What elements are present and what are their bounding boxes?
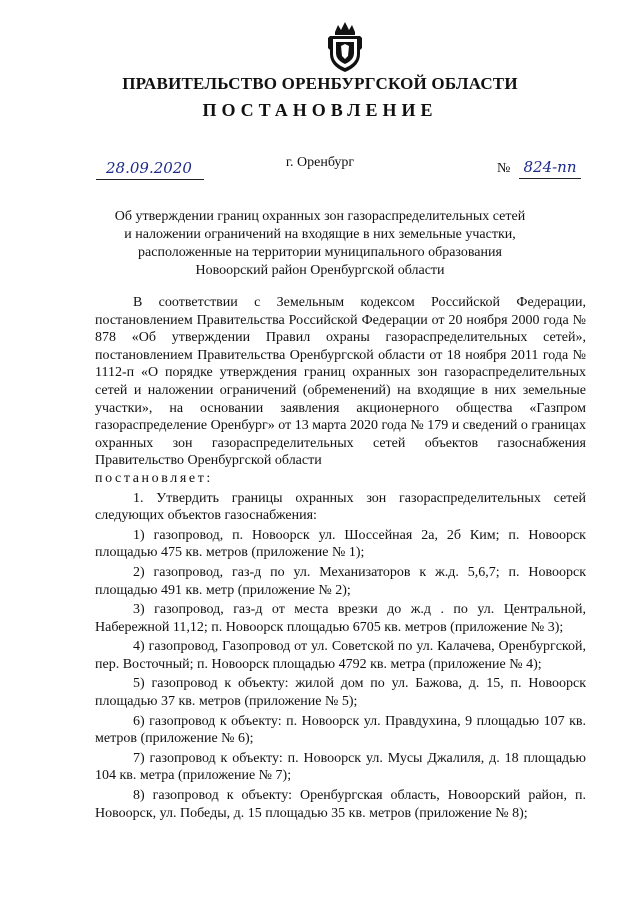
list-item: 1. Утвердить границы охранных зон газораспределительных сетей следующих объектов газоснабжения:	[95, 490, 586, 524]
government-title: ПРАВИТЕЛЬСТВО ОРЕНБУРГСКОЙ ОБЛАСТИ	[122, 74, 518, 93]
document-subject	[70, 208, 570, 280]
list-item: 7) газопровод к объекту: п. Новоорск ул. Мусы Джалиля, д. 18 площадью 104 кв. метра (приложение № 7);	[95, 750, 586, 784]
list-item: 3) газопровод, газ-д от места врезки до ж.д . по ул. Центральной, Набережной 11,12; п. Новоорск площадью 6705 кв. метров (приложение № 3);	[95, 602, 586, 635]
subject-line: Новоорский район Оренбургской области	[195, 263, 445, 278]
list-item: 2) газопровод, газ-д по ул. Механизаторов к ж.д. 5,6,7; п. Новоорск площадью 491 кв. метр (приложение № 2);	[95, 564, 586, 598]
document-number-field	[497, 157, 585, 179]
subject-line: Об утверждении границ охранных зон газораспределительных сетей	[114, 209, 526, 224]
resolution-word: постановляет:	[95, 470, 213, 486]
document-date: 28.09.2020	[106, 159, 192, 177]
subject-line: и наложении ограничений на входящие в них земельные участки,	[124, 227, 516, 242]
document-body	[95, 294, 586, 822]
number-sign: №	[497, 161, 511, 176]
subject-line: расположенные на территории муниципального образования	[138, 245, 502, 260]
document-number: 824-пп	[519, 158, 581, 179]
list-item: 4) газопровод, Газопровод от ул. Советской по ул. Калачева, Оренбургской, пер. Восточный; п. Новоорск площадью 4792 кв. метра (приложение № 4);	[95, 639, 586, 672]
preamble-text: В соответствии с Земельным кодексом Российской Федерации, постановлением Правительства Российской Федерации от 20 ноября 2000 года № 878 «Об утверждении Правил охраны газораспределительных сетей», постановлением Правительства Оренбургской области от 18 ноября 2011 года № 1112-п «О порядке утверждения границ охранных зон газораспределительных сетей и наложении ограничений (обременений) на входящие в них земельные участки», на основании заявления акционерного общества «Газпром газораспределение Оренбург» от 13 марта 2020 года № 179 и сведений о границах охранных зон газораспределительных сетей объектов газоснабжения Правительство Оренбургской области	[95, 295, 586, 469]
list-item: 1) газопровод, п. Новоорск ул. Шоссейная 2а, 2б Ким; п. Новоорск площадью 475 кв. метров (приложение № 1);	[95, 527, 586, 561]
document-type: ПОСТАНОВЛЕНИЕ	[202, 100, 438, 120]
list-item: 8) газопровод к объекту: Оренбургская область, Новоорский район, п. Новоорск, ул. Победы, д. 15 площадью 35 кв. метров (приложение № 8);	[95, 788, 586, 821]
coat-of-arms-icon	[326, 20, 364, 74]
list-item: 6) газопровод к объекту: п. Новоорск ул. Правдухина, 9 площадью 107 кв. метров (приложение № 6);	[95, 713, 586, 747]
list-item: 5) газопровод к объекту: жилой дом по ул. Бажова, д. 15, п. Новоорск площадью 37 кв. метров (приложение № 5);	[95, 676, 586, 710]
preamble-paragraph	[95, 294, 586, 470]
issue-city: г. Оренбург	[285, 155, 355, 170]
resolution-word-line	[95, 470, 586, 488]
